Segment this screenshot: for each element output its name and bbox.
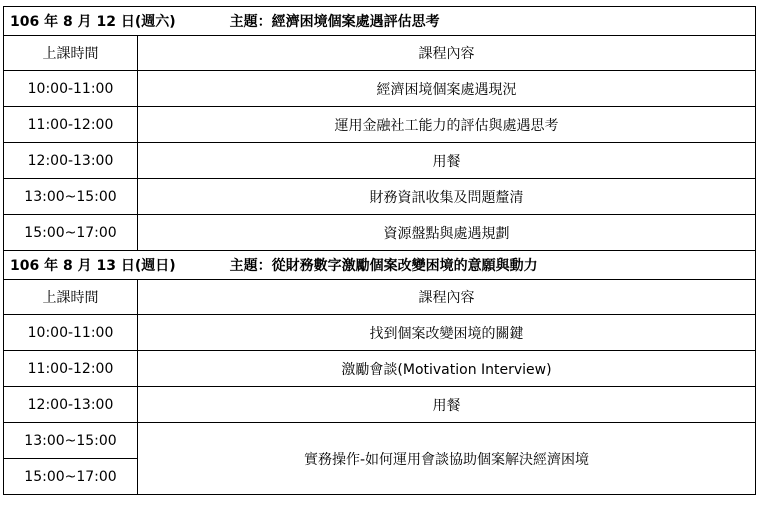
table-row <box>4 423 756 459</box>
day1-date: 106 年 8 月 12 日(週六) <box>10 14 176 30</box>
session-content: 激勵會談(Motivation Interview) <box>138 351 756 387</box>
session-time: 13:00~15:00 <box>4 179 138 215</box>
session-time: 12:00-13:00 <box>4 387 138 423</box>
session-content: 實務操作-如何運用會談協助個案解決經濟困境 <box>138 423 756 495</box>
session-time: 15:00~17:00 <box>4 459 138 495</box>
session-time: 15:00~17:00 <box>4 215 138 251</box>
table-row <box>4 179 756 215</box>
session-time: 12:00-13:00 <box>4 143 138 179</box>
session-content: 運用金融社工能力的評估與處遇思考 <box>138 107 756 143</box>
table-row <box>4 387 756 423</box>
session-time: 13:00~15:00 <box>4 423 138 459</box>
session-content: 資源盤點與處遇規劃 <box>138 215 756 251</box>
day2-date: 106 年 8 月 13 日(週日) <box>10 258 176 274</box>
day2-header <box>4 251 756 280</box>
day2-col-time: 上課時間 <box>4 280 138 315</box>
day1-header <box>4 7 756 36</box>
session-content: 用餐 <box>138 387 756 423</box>
day2-column-header-row <box>4 280 756 315</box>
session-time: 10:00-11:00 <box>4 71 138 107</box>
course-schedule-table <box>3 6 756 495</box>
table-row <box>4 107 756 143</box>
day1-column-header-row <box>4 36 756 71</box>
table-row <box>4 315 756 351</box>
table-row <box>4 215 756 251</box>
session-time: 10:00-11:00 <box>4 315 138 351</box>
table-row <box>4 143 756 179</box>
session-content: 經濟困境個案處遇現況 <box>138 71 756 107</box>
session-content: 用餐 <box>138 143 756 179</box>
day1-col-content: 課程內容 <box>138 36 756 71</box>
day2-header-row <box>4 251 756 280</box>
day1-header-row <box>4 7 756 36</box>
day2-theme: 主題：從財務數字激勵個案改變困境的意願與動力 <box>229 258 538 274</box>
session-time: 11:00-12:00 <box>4 351 138 387</box>
table-row <box>4 351 756 387</box>
session-content: 找到個案改變困境的關鍵 <box>138 315 756 351</box>
day1-col-time: 上課時間 <box>4 36 138 71</box>
session-time: 11:00-12:00 <box>4 107 138 143</box>
day2-col-content: 課程內容 <box>138 280 756 315</box>
session-content: 財務資訊收集及問題釐清 <box>138 179 756 215</box>
day1-theme: 主題：經濟困境個案處遇評估思考 <box>229 14 440 30</box>
table-row <box>4 71 756 107</box>
